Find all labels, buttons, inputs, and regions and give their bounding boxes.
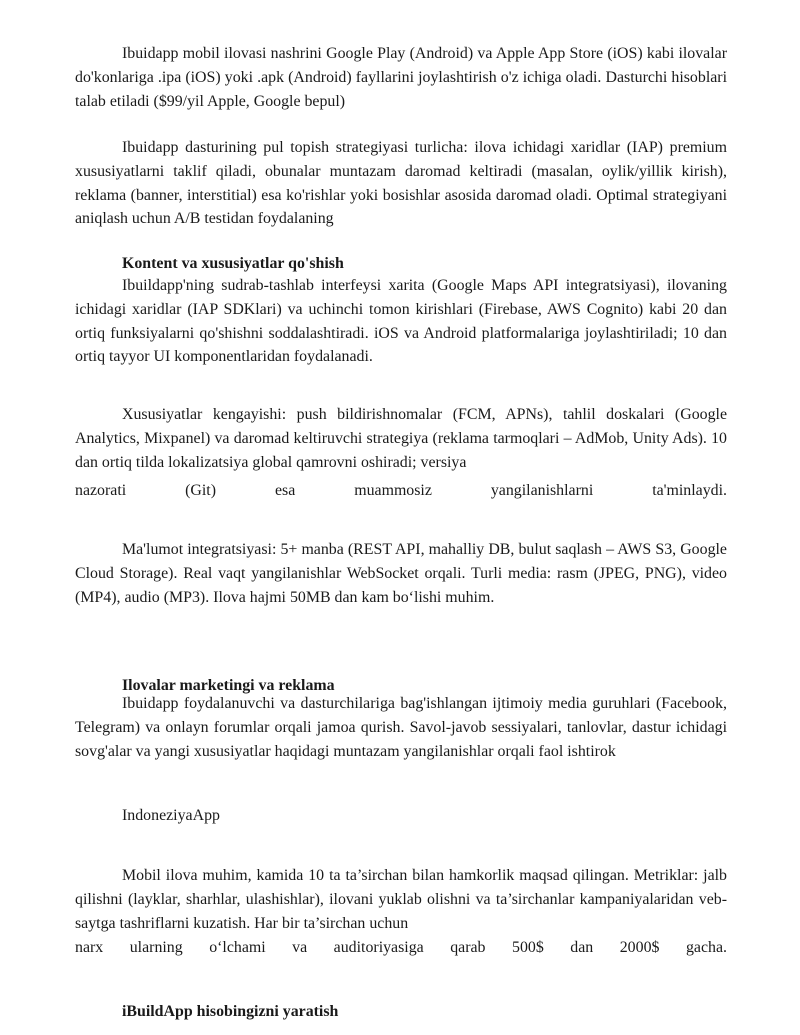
section-heading-create-account: iBuildApp hisobingizni yaratish [122, 1003, 339, 1020]
section-heading-marketing: Ilovalar marketingi va reklama [122, 677, 335, 694]
label-indoneziyaapp: IndoneziyaApp [122, 807, 220, 824]
paragraph-feature-expansion-last-line: nazorati (Git) esa muammosiz yangilanishlarni ta'minlaydi. [75, 482, 727, 499]
paragraph-feature-expansion: Xususiyatlar kengayishi: push bildirishnomalar (FCM, APNs), tahlil doskalari (Google Analytics, Mixpanel) va daromad keltiruvchi strategiya (reklama tarmoqlari – AdMob, Unity Ads). 10 dan ortiq tilda lokalizatsiya global qamrovni oshiradi; versiya [75, 406, 727, 471]
paragraph-monetization-strategy: Ibuidapp dasturining pul topish strategiyasi turlicha: ilova ichidagi xaridlar (IAP) premium xususiyatlarni taklif qiladi, obunalar muntazam daromad keltiradi (masalan, oylik/yillik kirish), reklama (banner, interstitial) esa ko'rishlar yoki bosishlar asosida daromad oladi. Optimal strategiyani aniqlash uchun A/B testidan foydalaning [75, 139, 727, 228]
paragraph-influencer-collaboration-last-line: narx ularning oʻlchami va auditoriyasiga qarab 500$ dan 2000$ gacha. [75, 939, 727, 956]
paragraph-influencer-collaboration: Mobil ilova muhim, kamida 10 ta ta’sirchan bilan hamkorlik maqsad qilingan. Metriklar: jalb qilishni (layklar, sharhlar, ulashishlar), ilovani yuklab olishni va ta’sirchanlar kampaniyalaridan veb-saytga tashriflarni kuzatish. Har bir ta’sirchan uchun [75, 867, 727, 932]
paragraph-data-integration: Ma'lumot integratsiyasi: 5+ manba (REST API, mahalliy DB, bulut saqlash – AWS S3, Google Cloud Storage). Real vaqt yangilanishlar WebSocket orqali. Turli media: rasm (JPEG, PNG), video (MP4), audio (MP3). Ilova hajmi 50MB dan kam boʻlishi muhim. [75, 541, 727, 606]
paragraph-community-building: Ibuidapp foydalanuvchi va dasturchilariga bag'ishlangan ijtimoiy media guruhlari (Facebook, Telegram) va onlayn forumlar orqali jamoa qurish. Savol-javob sessiyalari, tanlovlar, dastur ichidagi sovg'alar va yangi xususiyatlar haqidagi muntazam yangilanishlar orqali faol ishtirok [75, 695, 727, 760]
paragraph-app-store-publishing: Ibuidapp mobil ilovasi nashrini Google Play (Android) va Apple App Store (iOS) kabi ilovalar do'konlariga .ipa (iOS) yoki .apk (Android) fayllarini joylashtirish o'z ichiga oladi. Dasturchi hisoblari talab etiladi ($99/yil Apple, Google bepul) [75, 45, 727, 110]
section-heading-content-features: Kontent va xususiyatlar qo'shish [122, 255, 344, 272]
paragraph-drag-drop-interface: Ibuildapp'ning sudrab-tashlab interfeysi xarita (Google Maps API integratsiyasi), ilovaning ichidagi xaridlar (IAP SDKlari) va uchinchi tomon kirishlari (Firebase, AWS Cognito) kabi 20 dan ortiq funksiyalarni qo'shishni soddalashtiradi. iOS va Android platformalariga joylashtiriladi; 10 dan ortiq tayyor UI komponentlaridan foydalanadi. [75, 277, 727, 366]
